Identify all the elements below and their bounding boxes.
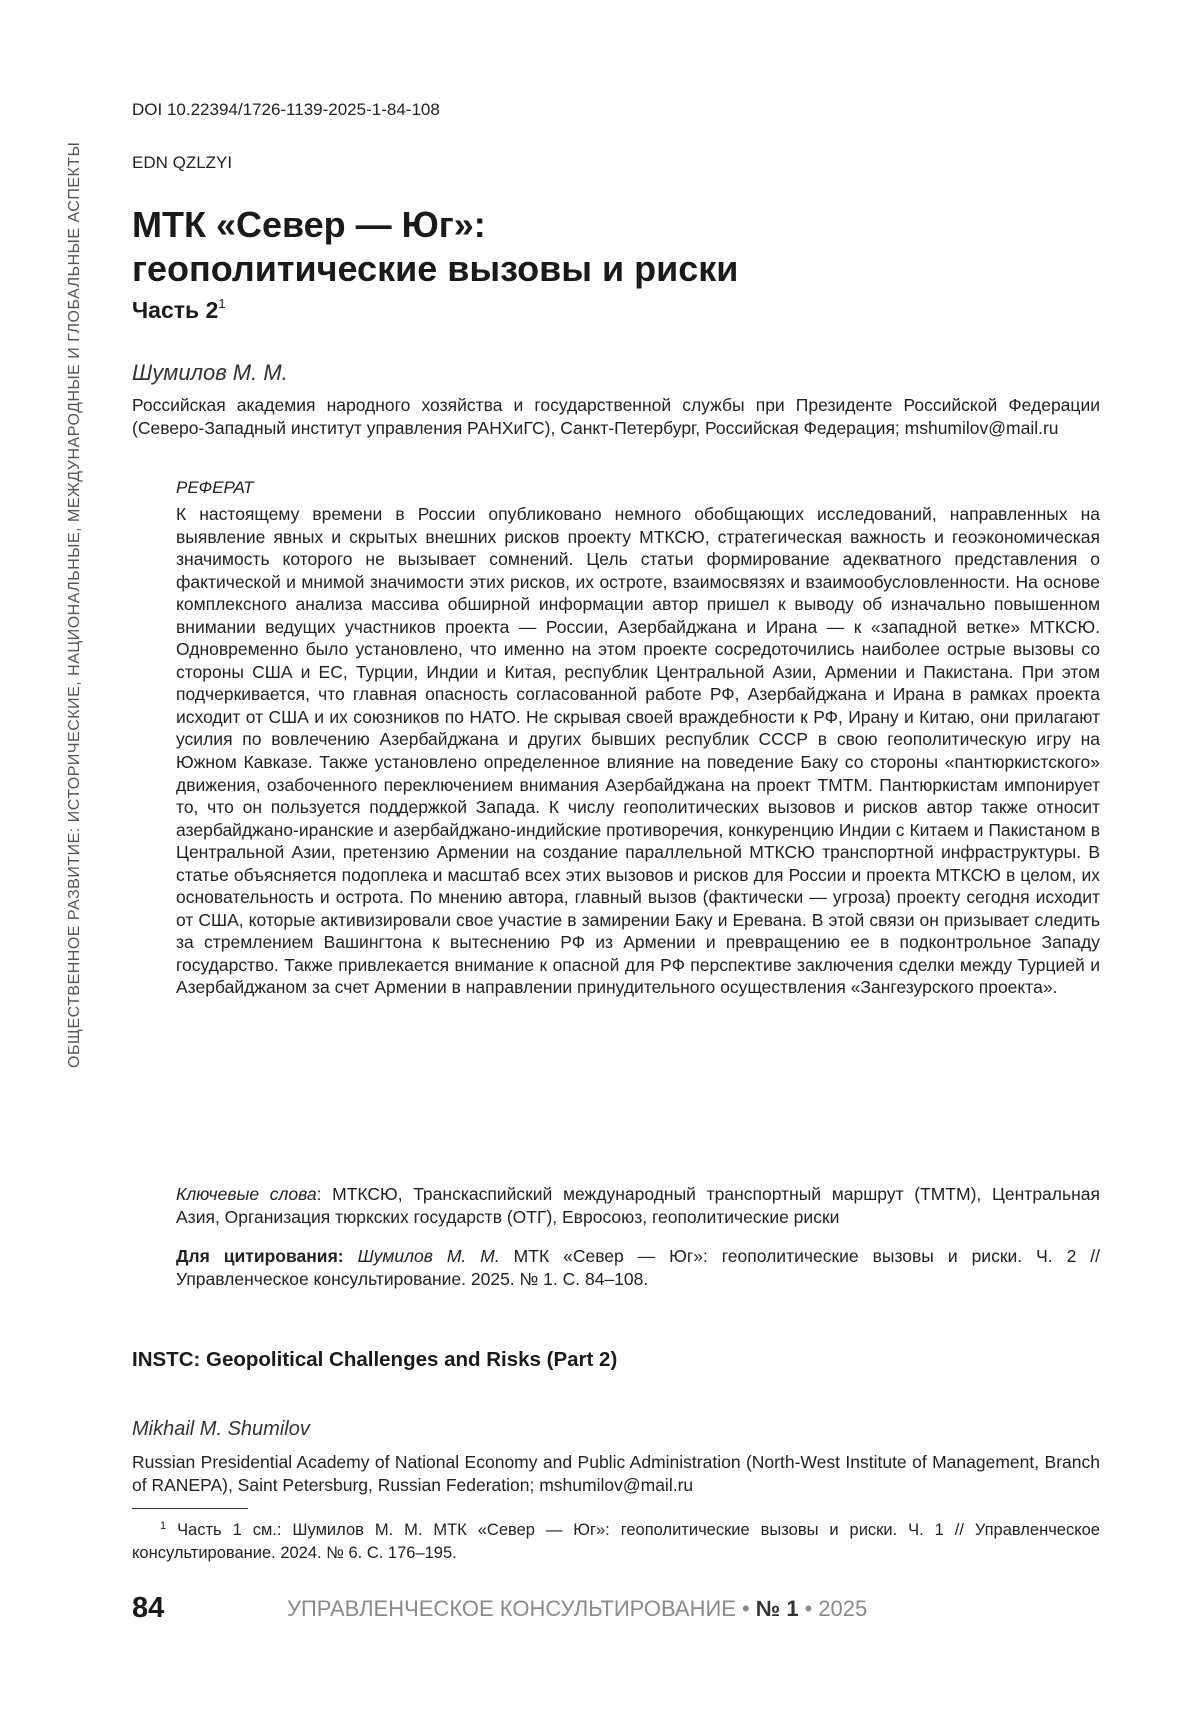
author-en: Mikhail M. Shumilov	[132, 1418, 310, 1440]
article-title-line-1: МТК «Север — Юг»:	[132, 204, 486, 245]
footnote-mark: 1	[160, 1520, 167, 1532]
article-title-en: INSTC: Geopolitical Challenges and Risks (Part 2)	[132, 1348, 618, 1371]
page-number: 84	[132, 1592, 165, 1624]
doi: DOI 10.22394/1726-1139-2025-1-84-108	[132, 100, 440, 119]
footer-separator-1: •	[741, 1596, 750, 1621]
issue-year: 2025	[818, 1596, 868, 1621]
article-title-line-2: геополитические вызовы и риски	[132, 248, 739, 289]
edn: EDN QZLZYI	[132, 153, 233, 172]
running-footer	[287, 1596, 867, 1622]
article-part-label: Часть 2	[132, 297, 219, 323]
footnote	[132, 1515, 1100, 1565]
footer-separator-2: •	[804, 1596, 813, 1621]
footnote-text: Часть 1 см.: Шумилов М. М. МТК «Север — Юг»: геополитические вызовы и риски. Ч. 1 // Управленческое консультирование. 2024. № 6. С. 176–195.	[132, 1521, 1100, 1562]
abstract-heading: РЕФЕРАТ	[176, 478, 254, 497]
article-part	[132, 296, 226, 324]
citation	[176, 1245, 1100, 1291]
citation-text: МТК «Север — Юг»: геополитические вызовы и риски. Ч. 2 // Управленческое консультирование. 2025. № 1. С. 84–108.	[176, 1246, 1100, 1289]
citation-label: Для цитирования:	[176, 1246, 344, 1266]
footnote-divider	[132, 1508, 248, 1509]
keywords-label: Ключевые слова	[176, 1184, 317, 1204]
affiliation-en: Russian Presidential Academy of National Economy and Public Administration (North-West Institute of Management, Branch of RANEPA), Saint Petersburg, Russian Federation; mshumilov@mail.ru	[132, 1452, 1100, 1495]
title-footnote-mark: 1	[218, 296, 226, 311]
citation-author: Шумилов М. М.	[357, 1246, 500, 1266]
keywords-text: : МТКСЮ, Транскаспийский международный транспортный маршрут (ТМТМ), Центральная Азия, Организация тюркских государств (ОТГ), Евросоюз, геополитические риски	[176, 1184, 1100, 1227]
affiliation-ru: Российская академия народного хозяйства и государственной службы при Президенте Российской Федерации (Северо-Западный институт управления РАНХиГС), Санкт-Петербург, Российская Федерация; mshumilov@mail.ru	[132, 395, 1100, 438]
article-title	[132, 203, 1082, 291]
issue-number: № 1	[755, 1596, 799, 1621]
author-ru: Шумилов М. М.	[132, 360, 288, 385]
abstract-text: К настоящему времени в России опубликовано немного обобщающих исследований, направленных на выявление явных и скрытых внешних рисков проекту МТКСЮ, стратегическая важность и геоэкономическая значимость которого не вызывает сомнений. Цель статьи формирование адекватного представления о фактической и мнимой значимости этих рисков, их остроте, взаимосвязях и взаимообусловленности. На основе комплексного анализа массива обширной информации автор пришел к выводу об изначально повышенном внимании ведущих участников проекта — России, Азербайджана и Ирана — к «западной ветке» МТКСЮ. Одновременно было установлено, что именно на этом проекте сосредоточились наиболее острые вызовы со стороны США и ЕС, Турции, Индии и Китая, республик Центральной Азии, Армении и Пакистана. При этом подчеркивается, что главная опасность согласованной работе РФ, Азербайджана и Ирана в рамках проекта исходит от США и их союзников по НАТО. Не скрывая своей враждебности к РФ, Ирану и Китаю, они прилагают усилия по вовлечению Азербайджана и других бывших республик СССР в свою геополитическую игру на Южном Кавказе. Также установлено определенное влияние на поведение Баку со стороны «пантюркистского» движения, озабоченного переключением внимания Азербайджана на проект ТМТМ. Пантюркистам импонирует то, что он пользуется поддержкой Запада. К числу геополитических вызовов и рисков автор также относит азербайджано-иранские и азербайджано-индийские противоречия, конкуренцию Индии с Китаем и Пакистаном в Центральной Азии, претензию Армении на создание параллельной МТКСЮ транспортной инфраструктуры. В статье объясняется подоплека и масштаб всех этих вызовов и рисков для России и проекта МТКСЮ в целом, их основательность и острота. По мнению автора, главный вызов (фактически — угроза) проекту сегодня исходит от США, которые активизировали свое участие в замирении Баку и Еревана. В этой связи он призывает следить за стремлением Вашингтона к вытеснению РФ из Армении и превращению ее в подконтрольное Западу государство. Также привлекается внимание к опасной для РФ перспективе заключения сделки между Турцией и Азербайджаном за счет Армении в направлении принудительного осуществления «Зангезурского проекта».	[176, 504, 1100, 998]
side-rubric: ОБЩЕСТВЕННОЕ РАЗВИТИЕ: ИСТОРИЧЕСКИЕ, НАЦИОНАЛЬНЫЕ, МЕЖДУНАРОДНЫЕ И ГЛОБАЛЬНЫЕ АСПЕКТЫ	[66, 141, 83, 1068]
keywords	[176, 1183, 1100, 1229]
journal-name: УПРАВЛЕНЧЕСКОЕ КОНСУЛЬТИРОВАНИЕ	[287, 1596, 736, 1621]
